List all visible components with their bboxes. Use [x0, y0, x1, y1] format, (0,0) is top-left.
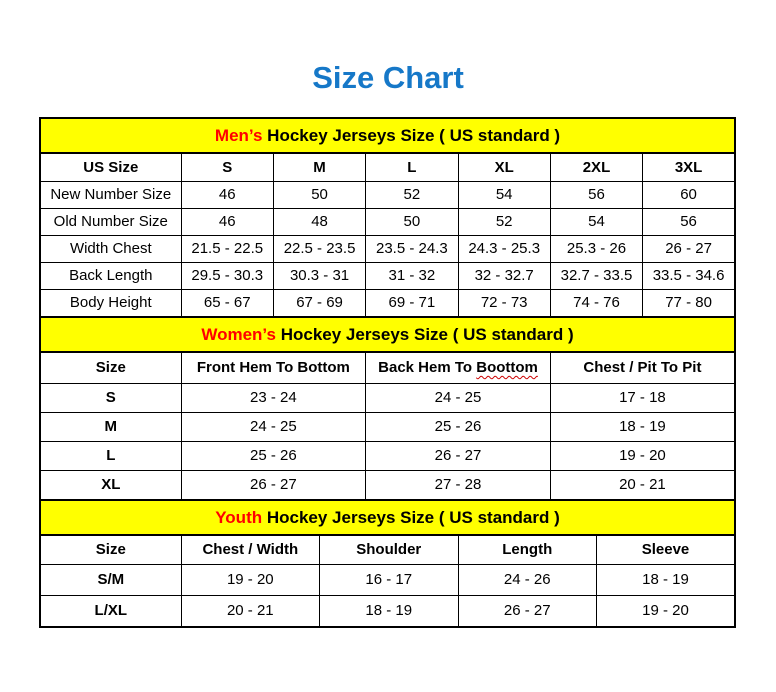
size-value: 21.5 - 22.5 [181, 236, 273, 263]
size-value: 23.5 - 24.3 [366, 236, 458, 263]
row-label: Back Length [40, 263, 181, 290]
size-value: 54 [550, 209, 642, 236]
size-value: 25 - 26 [366, 413, 551, 442]
row-label: S [40, 384, 181, 413]
size-value: 32 - 32.7 [458, 263, 550, 290]
table-row [40, 236, 735, 263]
table-row [40, 384, 735, 413]
header-row [40, 153, 735, 182]
table-row [40, 565, 735, 596]
size-value: 26 - 27 [366, 442, 551, 471]
header-row [40, 352, 735, 384]
size-value: 25.3 - 26 [550, 236, 642, 263]
column-header: US Size [40, 153, 181, 182]
size-value: 27 - 28 [366, 471, 551, 501]
size-value: 18 - 19 [320, 596, 458, 628]
size-table-youth [39, 534, 736, 628]
table-row [40, 596, 735, 628]
section-heading-text: Hockey Jerseys Size ( US standard ) [262, 507, 560, 527]
row-label: Body Height [40, 290, 181, 318]
size-value: 56 [643, 209, 735, 236]
section-heading-accent: Men’s [214, 125, 263, 145]
size-value: 52 [366, 182, 458, 209]
size-value: 46 [181, 182, 273, 209]
size-value: 30.3 - 31 [273, 263, 365, 290]
column-header: Sleeve [596, 535, 735, 565]
size-value: 33.5 - 34.6 [643, 263, 735, 290]
column-header: Shoulder [320, 535, 458, 565]
column-header: Front Hem To Bottom [181, 352, 366, 384]
size-value: 72 - 73 [458, 290, 550, 318]
column-header: Back Hem To Boottom [366, 352, 551, 384]
column-header: 2XL [550, 153, 642, 182]
size-chart-tables [39, 117, 736, 628]
size-value: 19 - 20 [550, 442, 735, 471]
size-value: 56 [550, 182, 642, 209]
size-value: 26 - 27 [458, 596, 596, 628]
size-value: 50 [366, 209, 458, 236]
size-value: 18 - 19 [550, 413, 735, 442]
row-label: Old Number Size [40, 209, 181, 236]
size-value: 74 - 76 [550, 290, 642, 318]
size-value: 29.5 - 30.3 [181, 263, 273, 290]
column-header: L [366, 153, 458, 182]
size-value: 54 [458, 182, 550, 209]
size-value: 20 - 21 [181, 596, 319, 628]
size-value: 50 [273, 182, 365, 209]
size-value: 16 - 17 [320, 565, 458, 596]
section-heading-text: Hockey Jerseys Size ( US standard ) [262, 125, 561, 145]
row-label: New Number Size [40, 182, 181, 209]
size-value: 46 [181, 209, 273, 236]
column-header: XL [458, 153, 550, 182]
row-label: L/XL [40, 596, 181, 628]
size-value: 67 - 69 [273, 290, 365, 318]
row-label: Width Chest [40, 236, 181, 263]
row-label: S/M [40, 565, 181, 596]
table-row [40, 290, 735, 318]
size-value: 52 [458, 209, 550, 236]
size-value: 23 - 24 [181, 384, 366, 413]
size-value: 69 - 71 [366, 290, 458, 318]
size-value: 17 - 18 [550, 384, 735, 413]
misspelled-word: Boottom [476, 359, 538, 376]
table-row [40, 471, 735, 501]
size-value: 48 [273, 209, 365, 236]
size-value: 32.7 - 33.5 [550, 263, 642, 290]
size-value: 24 - 25 [181, 413, 366, 442]
size-value: 25 - 26 [181, 442, 366, 471]
row-label: M [40, 413, 181, 442]
size-value: 19 - 20 [596, 596, 735, 628]
size-value: 60 [643, 182, 735, 209]
size-value: 18 - 19 [596, 565, 735, 596]
column-header: Length [458, 535, 596, 565]
column-header: S [181, 153, 273, 182]
size-value: 20 - 21 [550, 471, 735, 501]
column-header: Size [40, 352, 181, 384]
size-value: 24.3 - 25.3 [458, 236, 550, 263]
section-heading-accent: Youth [215, 507, 263, 527]
size-value: 24 - 26 [458, 565, 596, 596]
table-row [40, 263, 735, 290]
column-header: Size [40, 535, 181, 565]
size-value: 26 - 27 [181, 471, 366, 501]
table-row [40, 182, 735, 209]
column-header: Chest / Pit To Pit [550, 352, 735, 384]
section-heading-youth [39, 499, 736, 536]
size-value: 65 - 67 [181, 290, 273, 318]
row-label: L [40, 442, 181, 471]
table-row [40, 413, 735, 442]
column-header: Chest / Width [181, 535, 319, 565]
row-label: XL [40, 471, 181, 501]
section-heading-womens [39, 316, 736, 353]
section-heading-mens [39, 117, 736, 154]
size-value: 31 - 32 [366, 263, 458, 290]
column-header: 3XL [643, 153, 735, 182]
page-title: Size Chart [312, 60, 464, 95]
header-row [40, 535, 735, 565]
section-heading-accent: Women’s [201, 324, 276, 344]
size-table-mens [39, 152, 736, 318]
size-value: 22.5 - 23.5 [273, 236, 365, 263]
column-header: M [273, 153, 365, 182]
size-value: 19 - 20 [181, 565, 319, 596]
table-row [40, 209, 735, 236]
size-value: 24 - 25 [366, 384, 551, 413]
size-table-womens [39, 351, 736, 501]
table-row [40, 442, 735, 471]
size-value: 77 - 80 [643, 290, 735, 318]
section-heading-text: Hockey Jerseys Size ( US standard ) [275, 324, 574, 344]
size-value: 26 - 27 [643, 236, 735, 263]
